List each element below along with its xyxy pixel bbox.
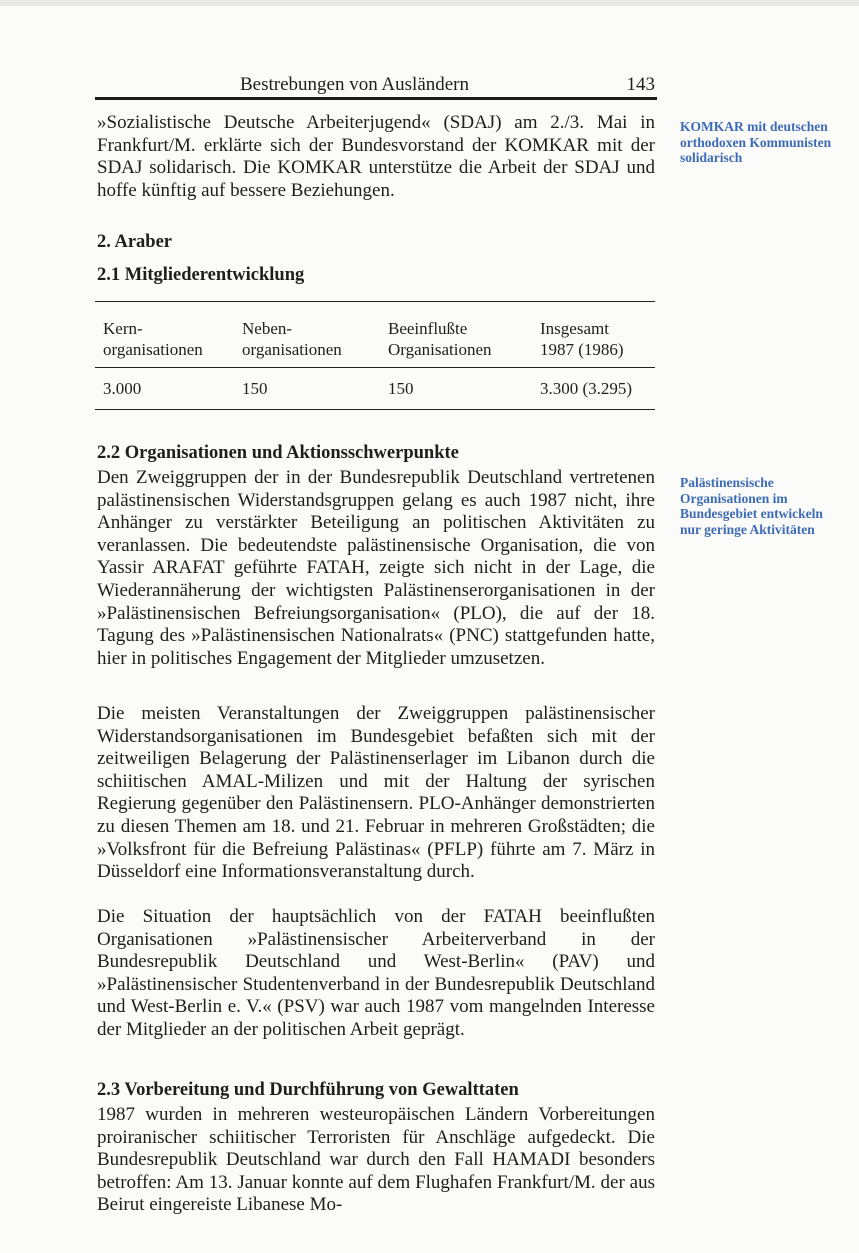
table-header-influenced-orgs: Beeinflußte Organisationen [388,319,492,359]
heading-section-2-1: 2.1 Mitgliederentwicklung [97,265,305,285]
page-number: 143 [626,74,655,95]
table-header-total: Insgesamt 1987 (1986) [540,319,624,359]
page-top-edge [0,0,859,6]
table-cell-side-count: 150 [242,379,268,398]
paragraph-komkar: »Sozialistische Deutsche Arbeiterjugend« (SDAJ) am 2./3. Mai in Frankfurt/M. erklärte sich der Bundesvorstand der KOMKAR mit der SDAJ solidarisch. Die KOMKAR unterstütze die Arbeit der SDAJ und hoffe künftig auf bessere Beziehungen. [97,112,655,201]
table-header-side-orgs: Neben- organisationen [242,319,342,359]
table-middle-rule [95,367,655,368]
paragraph-organisations-2: Die meisten Veranstaltungen der Zweiggruppen palästinensischer Widerstandsorganisationen im Bundesgebiet befaßten sich mit der zeitweiligen Belagerung der Palästinenserlager im Libanon durch die schiitischen AMAL-Milizen und mit der Haltung der syrischen Regierung gegenüber den Palästinensern. PLO-Anhänger demonstrierten zu diesen Themen am 18. und 21. Februar in mehreren Großstädten; die »Volksfront für die Befreiung Palästinas« (PFLP) führte am 7. März in Düsseldorf eine Informationsveranstaltung durch. [97,703,655,883]
paragraph-organisations-3: Die Situation der hauptsächlich von der FATAH beeinflußten Organisationen »Palästinensischer Arbeiterverband in der Bundesrepublik Deutschland und West-Berlin« (PAV) und »Palästinensischer Studentenverband in der Bundesrepublik Deutschland und West-Berlin e. V.« (PSV) war auch 1987 vom mangelnden Interesse der Mitglieder an der politischen Arbeit geprägt. [97,906,655,1040]
table-cell-influenced-count: 150 [388,379,414,398]
heading-section-2-3: 2.3 Vorbereitung und Durchführung von Gewalttaten [97,1080,519,1100]
heading-section-2-2: 2.2 Organisationen und Aktionsschwerpunkte [97,443,459,463]
table-top-rule [95,301,655,302]
margin-note-palestinian: Palästinensische Organisationen im Bundesgebiet entwickeln nur geringe Aktivitäten [680,475,823,537]
header-rule [95,97,657,100]
heading-section-2: 2. Araber [97,232,173,252]
table-header-core-orgs: Kern- organisationen [103,319,203,359]
paragraph-organisations-1: Den Zweiggruppen der in der Bundesrepublik Deutschland vertretenen palästinensischen Widerstandsgruppen gelang es auch 1987 nicht, ihre Anhänger zu verstärkter Beteiligung an politischen Aktivitäten zu veranlassen. Die bedeutendste palästinensische Organisation, die von Yassir ARAFAT geführte FATAH, zeigte sich nicht in der Lage, die Wiederannäherung der wichtigsten Palästinenserorganisationen in der »Palästinensischen Befreiungsorganisation« (PLO), die auf der 18. Tagung des »Palästinensischen Nationalrats« (PNC) stattgefunden hatte, hier in politisches Engagement der Mitglieder umzusetzen. [97,467,655,669]
header-title: Bestrebungen von Ausländern [240,74,470,95]
table-cell-core-count: 3.000 [103,379,142,398]
margin-note-komkar: KOMKAR mit deutschen orthodoxen Kommunisten solidarisch [680,119,832,165]
table-cell-total-count: 3.300 (3.295) [540,379,633,398]
paragraph-violence-1: 1987 wurden in mehreren westeuropäischen Ländern Vorbereitungen proiranischer schiitischer Terroristen für Anschläge aufgedeckt. Die Bundesrepublik Deutschland war durch den Fall HAMADI besonders betroffen: Am 13. Januar konnte auf dem Flughafen Frankfurt/M. der aus Beirut eingereiste Libanese Mo- [97,1104,655,1216]
table-bottom-rule [95,409,655,410]
